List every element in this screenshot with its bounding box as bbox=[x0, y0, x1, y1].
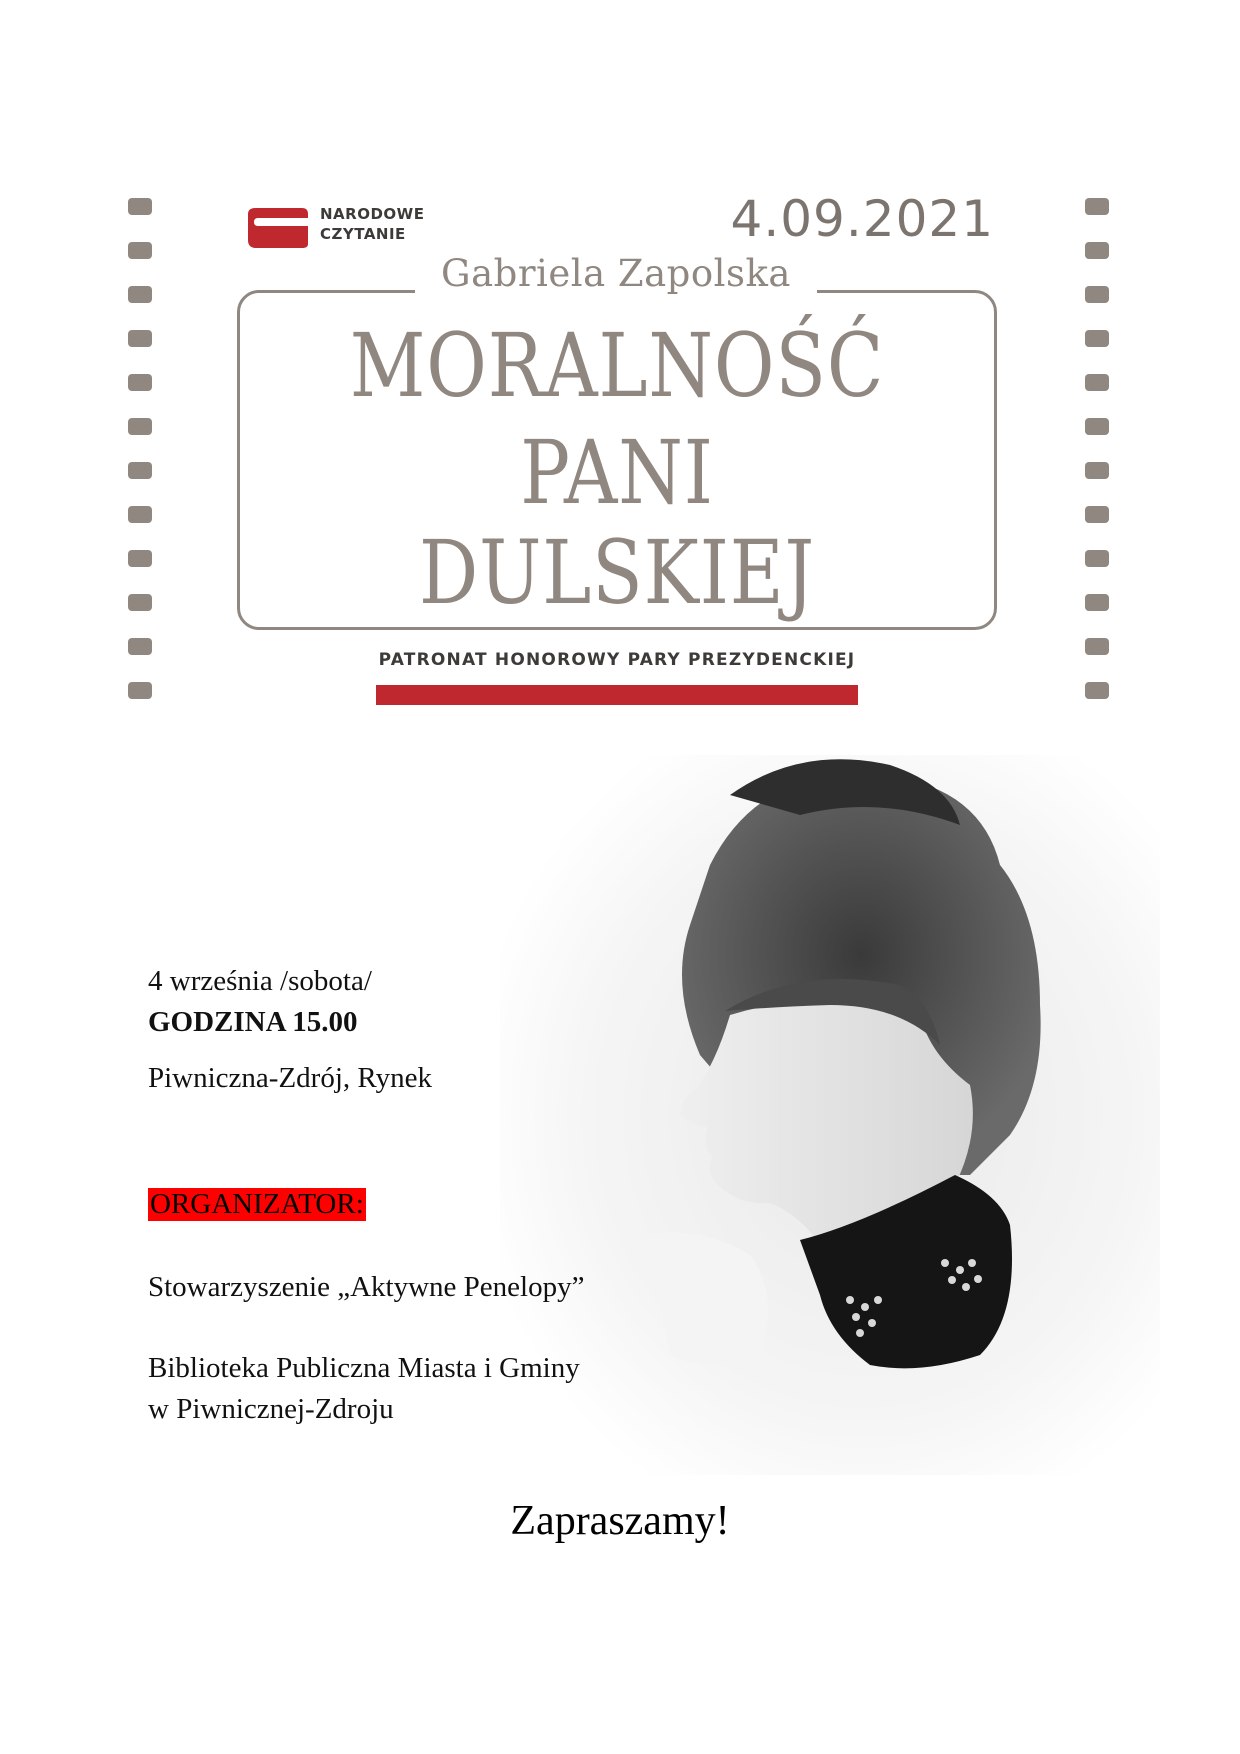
sprocket-hole bbox=[128, 242, 152, 259]
sprocket-hole bbox=[128, 462, 152, 479]
sprocket-hole bbox=[1085, 198, 1109, 215]
sprocket-hole bbox=[1085, 330, 1109, 347]
sprocket-hole bbox=[1085, 242, 1109, 259]
sprocket-hole bbox=[1085, 374, 1109, 391]
logo-text bbox=[320, 204, 424, 244]
sprocket-hole bbox=[1085, 418, 1109, 435]
event-date: 4.09.2021 bbox=[730, 190, 994, 248]
invitation-text: Zapraszamy! bbox=[510, 1498, 730, 1544]
patronage-text: PATRONAT HONOROWY PARY PREZYDENCKIEJ bbox=[378, 650, 856, 670]
title-line-1: MORALNOŚĆ bbox=[349, 314, 885, 417]
sprocket-hole bbox=[128, 374, 152, 391]
film-strip-right bbox=[1085, 198, 1111, 726]
sprocket-hole bbox=[1085, 638, 1109, 655]
sprocket-hole bbox=[1085, 550, 1109, 567]
sprocket-hole bbox=[128, 594, 152, 611]
sprocket-hole bbox=[128, 682, 152, 699]
sprocket-hole bbox=[1085, 286, 1109, 303]
sprocket-hole bbox=[128, 418, 152, 435]
organizer-association: Stowarzyszenie „Aktywne Penelopy” bbox=[148, 1271, 585, 1303]
sprocket-hole bbox=[1085, 462, 1109, 479]
sprocket-hole bbox=[128, 550, 152, 567]
sprocket-hole bbox=[128, 638, 152, 655]
event-place: Piwniczna-Zdrój, Rynek bbox=[148, 1062, 432, 1094]
title-line-2: PANI bbox=[520, 421, 714, 524]
logo-line-1: NARODOWE bbox=[320, 205, 425, 223]
film-strip-left bbox=[128, 198, 154, 726]
sprocket-hole bbox=[1085, 506, 1109, 523]
sprocket-hole bbox=[128, 506, 152, 523]
logo-line-2: CZYTANIE bbox=[320, 225, 406, 243]
organizer-label: ORGANIZATOR: bbox=[150, 1188, 364, 1220]
organizer-library-line-1: Biblioteka Publiczna Miasta i Gminy bbox=[148, 1352, 580, 1384]
red-bar bbox=[376, 685, 858, 705]
event-time: GODZINA 15.00 bbox=[148, 1006, 358, 1038]
sprocket-hole bbox=[1085, 594, 1109, 611]
sprocket-hole bbox=[1085, 682, 1109, 699]
author-name: Gabriela Zapolska bbox=[415, 252, 817, 295]
sprocket-hole bbox=[128, 330, 152, 347]
event-day: 4 września /sobota/ bbox=[148, 965, 372, 997]
sprocket-hole bbox=[128, 286, 152, 303]
title-line-3: DULSKIEJ bbox=[418, 521, 816, 624]
author-portrait bbox=[500, 755, 1160, 1475]
organizer-library-line-2: w Piwnicznej-Zdroju bbox=[148, 1393, 394, 1425]
sprocket-hole bbox=[128, 198, 152, 215]
